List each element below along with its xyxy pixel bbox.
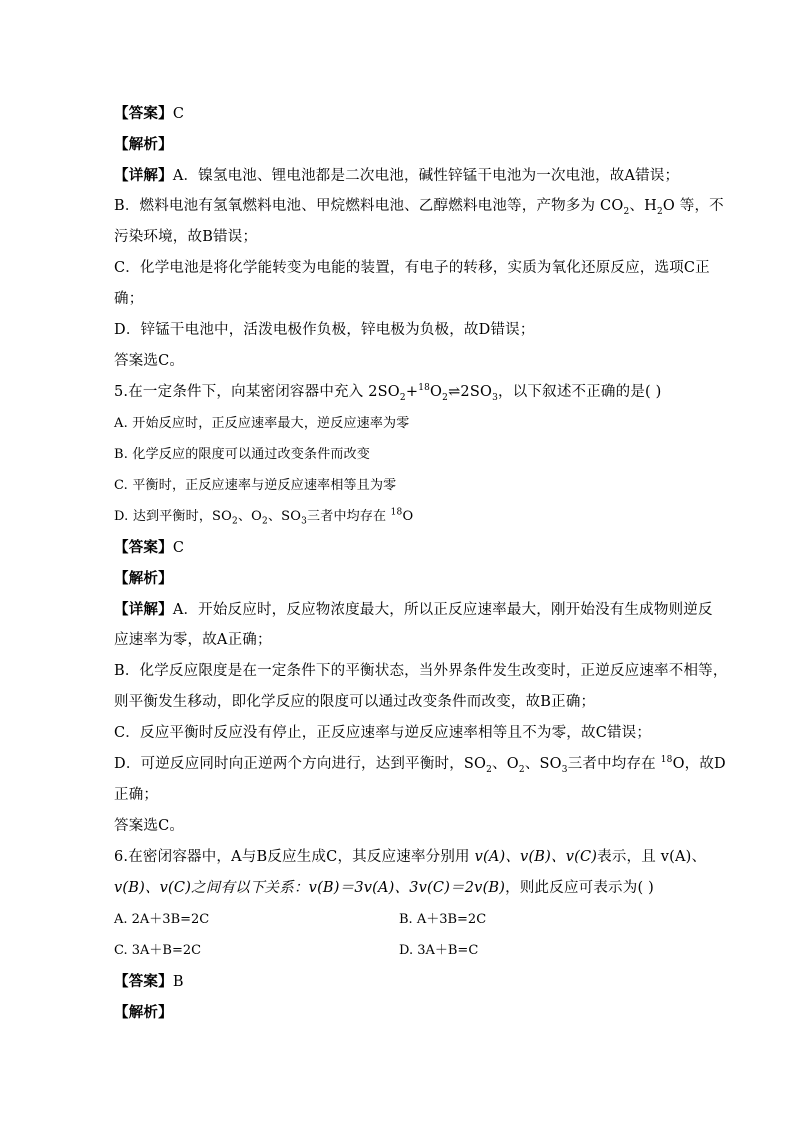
q5-option-d: D. 达到平衡时，$SO_2$、$O_2$、$SO_3$三者中均存在 $^{18}$O <box>114 507 414 527</box>
detail-text: A．开始反应时，反应物浓度最大，所以正反应速率最大，刚开始没有生成物则逆反 <box>172 602 713 618</box>
q4-answer-line <box>114 98 684 129</box>
q5-option-c: C. 平衡时，正反应速率与逆反应速率相等且为零 <box>114 478 397 493</box>
detail-label: 【详解】 <box>114 601 173 618</box>
q5-analysis-label: 【解析】 <box>114 570 173 587</box>
text: 、O <box>237 509 262 524</box>
q6-options-row1 <box>114 904 684 935</box>
text: 18 <box>660 755 673 766</box>
q5-detail-a2: 应速率为零，故A正确； <box>114 632 272 648</box>
answer-value: B <box>172 974 184 990</box>
text: v(B)＝3v(A)、3v(C)＝2v(B) <box>308 880 506 896</box>
text: O 等，不 <box>662 198 724 214</box>
q4-detail-b1: B．燃料电池有氢氧燃料电池、甲烷燃料电池、乙醇燃料电池等，产物多为 $CO_2$、$H_2O$ 等，不 <box>114 198 724 217</box>
text: 、O <box>492 756 519 772</box>
detail-label: 【详解】 <box>114 167 173 184</box>
answer-value: C <box>172 540 185 556</box>
q4-detail-a <box>114 160 684 191</box>
q6-stem-line1 <box>114 842 707 873</box>
document-page <box>114 98 728 1028</box>
text: v(A)、v(B)、v(C) <box>469 849 598 865</box>
q4-detail-c1: C．化学电池是将化学能转变为电能的装置，有电子的转移，实质为氧化还原反应，选项C正 <box>114 260 710 276</box>
q5-answer-line <box>114 532 684 563</box>
text: O <box>430 384 443 400</box>
text: ，则此反应可表示为( ) <box>505 880 654 896</box>
q5-stem: 5.在一定条件下，向某密闭容器中充入 $2SO_2+^{18}O_2\rightleftharpoons 2SO_3$，以下叙述不正确的是( ) <box>114 383 662 403</box>
text: O <box>402 509 414 524</box>
text: D. 达到平衡时，SO <box>114 509 232 524</box>
text: 6.在密闭容器中，A与B反应生成C，其反应速率分别用 <box>114 849 470 865</box>
q5-option-a: A. 开始反应时，正反应速率最大，逆反应速率为零 <box>114 416 410 431</box>
text: 、SO <box>267 509 302 524</box>
q5-detail-d2: 正确； <box>114 787 159 803</box>
answer-label: 【答案】 <box>114 539 173 556</box>
text: 、H <box>629 198 657 214</box>
q6-option-c: C. 3A＋B=2C <box>114 943 202 958</box>
q4-conclusion: 答案选C。 <box>114 353 185 369</box>
text: ，以下叙述不正确的是( ) <box>498 384 662 400</box>
q4-detail-c2: 确； <box>114 291 144 307</box>
q6-option-b: B. A＋3B=2C <box>399 912 487 927</box>
detail-text: A．镍氢电池、锂电池都是二次电池，碱性锌锰干电池为一次电池，故A错误； <box>172 168 680 184</box>
text: D．可逆反应同时向正逆两个方向进行，达到平衡时，SO <box>114 756 487 772</box>
q5-detail-b2: 则平衡发生移动，即化学反应的限度可以通过改变条件而改变，故B正确； <box>114 694 596 710</box>
q5-detail-a1 <box>114 594 713 625</box>
text: O，故D <box>672 756 726 772</box>
q6-answer-line <box>114 966 684 997</box>
text: v(B)、v(C)之间有以下关系： <box>114 880 309 896</box>
text: 三者中均存在 <box>567 756 656 772</box>
text: 表示，且 v(A)、 <box>597 849 707 865</box>
q6-option-d: D. 3A＋B=C <box>399 943 479 958</box>
q5-option-b: B. 化学反应的限度可以通过改变条件而改变 <box>114 447 371 462</box>
q6-analysis-label: 【解析】 <box>114 1004 173 1021</box>
text: 18 <box>418 383 431 394</box>
q6-stem-line2 <box>114 873 684 904</box>
q6-option-a: A. 2A＋3B=2C <box>114 912 210 927</box>
q5-detail-d1: D．可逆反应同时向正逆两个方向进行，达到平衡时，$SO_2$、$O_2$、$SO_3$三者中均存在 $^{18}$O，故D <box>114 755 726 775</box>
q5-conclusion: 答案选C。 <box>114 818 185 834</box>
answer-value: C <box>172 106 185 122</box>
q4-detail-d: D．锌锰干电池中，活泼电极作负极，锌电极为负极，故D错误； <box>114 322 535 338</box>
q4-analysis-label: 【解析】 <box>114 136 173 153</box>
answer-label: 【答案】 <box>114 105 173 122</box>
q6-options-row2 <box>114 935 684 966</box>
q4-detail-b2: 污染环境，故B错误； <box>114 229 258 245</box>
text: ⇌2SO <box>448 384 493 400</box>
q5-detail-c: C．反应平衡时反应没有停止，正反应速率与逆反应速率相等且不为零，故C错误； <box>114 725 652 741</box>
text: 5.在一定条件下，向某密闭容器中充入 2SO <box>114 384 400 400</box>
q5-detail-b1: B．化学反应限度是在一定条件下的平衡状态，当外界条件发生改变时，正逆反应速率不相等， <box>114 663 728 679</box>
text: 18 <box>390 507 403 518</box>
answer-label: 【答案】 <box>114 973 173 990</box>
text: 、SO <box>524 756 562 772</box>
text: + <box>405 384 419 400</box>
text: 三者中均存在 <box>307 509 387 524</box>
text: B．燃料电池有氢氧燃料电池、甲烷燃料电池、乙醇燃料电池等，产物多为 CO <box>114 198 624 214</box>
